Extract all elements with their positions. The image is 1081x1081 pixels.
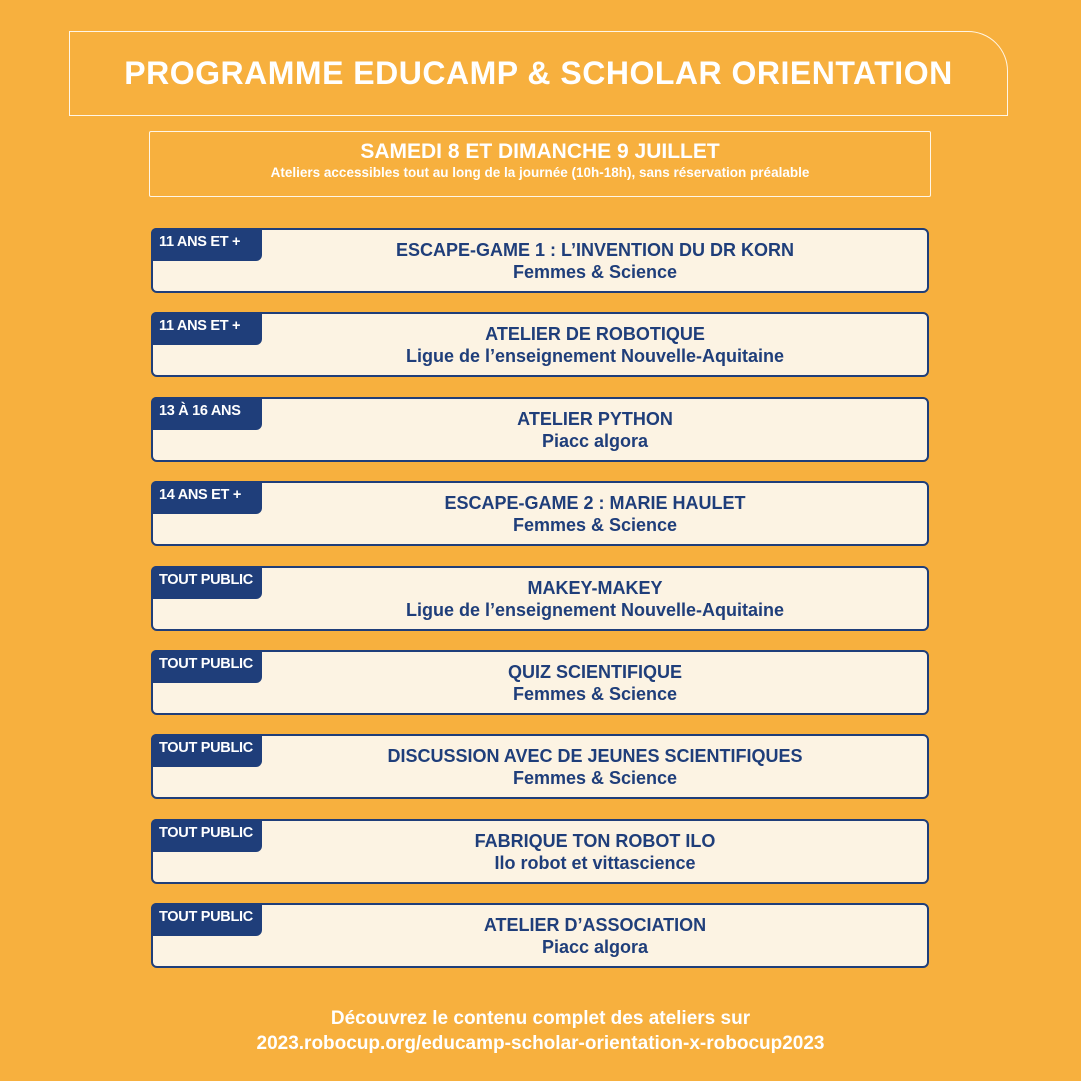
workshop-title: ATELIER D’ASSOCIATION [483, 915, 707, 936]
workshop-title: ESCAPE-GAME 2 : MARIE HAULET [444, 493, 746, 514]
footer-url: 2023.robocup.org/educamp-scholar-orientation-x-robocup2023 [256, 1033, 825, 1054]
age-badge: 14 ANS ET + [151, 481, 262, 514]
workshop-card [151, 819, 929, 884]
workshop-organizer: Ligue de l’enseignement Nouvelle-Aquitaine [405, 346, 785, 367]
date-box [149, 131, 931, 197]
age-badge: TOUT PUBLIC [151, 903, 262, 936]
workshop-card [151, 566, 929, 631]
workshop-text [263, 492, 927, 536]
age-badge: 11 ANS ET + [151, 312, 262, 345]
age-badge: 11 ANS ET + [151, 228, 262, 261]
workshop-text [263, 745, 927, 789]
age-badge: TOUT PUBLIC [151, 819, 262, 852]
age-badge: TOUT PUBLIC [151, 650, 262, 683]
footer-intro: Découvrez le contenu complet des ateliers sur [330, 1008, 751, 1029]
workshop-text [263, 408, 927, 452]
workshop-title: MAKEY-MAKEY [527, 577, 663, 598]
workshop-organizer: Femmes & Science [512, 515, 678, 536]
workshop-card [151, 312, 929, 377]
workshop-card [151, 228, 929, 293]
workshop-card [151, 734, 929, 799]
workshop-text [263, 239, 927, 283]
age-badge: TOUT PUBLIC [151, 566, 262, 599]
workshop-text [263, 830, 927, 874]
workshop-card [151, 903, 929, 968]
workshop-title: QUIZ SCIENTIFIQUE [507, 661, 682, 682]
workshop-organizer: Piacc algora [541, 430, 649, 451]
workshop-text [263, 577, 927, 621]
workshop-organizer: Femmes & Science [512, 683, 678, 704]
workshop-organizer: Femmes & Science [512, 262, 678, 282]
workshop-card [151, 650, 929, 715]
footer [0, 1006, 1081, 1056]
workshop-title: ATELIER DE ROBOTIQUE [485, 324, 705, 345]
workshop-title: DISCUSSION AVEC DE JEUNES SCIENTIFIQUES [387, 746, 803, 767]
workshop-text [263, 661, 927, 705]
date-subtitle: Ateliers accessibles tout au long de la journée (10h-18h), sans réservation préalable [270, 165, 810, 180]
age-badge: TOUT PUBLIC [151, 734, 262, 767]
workshop-organizer: Femmes & Science [512, 768, 678, 789]
workshop-card [151, 481, 929, 546]
date-title: SAMEDI 8 ET DIMANCHE 9 JUILLET [360, 140, 720, 163]
workshop-title: FABRIQUE TON ROBOT ILO [474, 830, 716, 851]
workshop-list [151, 228, 929, 988]
age-badge: 13 À 16 ANS [151, 397, 262, 430]
title-box [69, 31, 1008, 116]
workshop-organizer: Piacc algora [541, 937, 649, 958]
workshop-card [151, 397, 929, 462]
workshop-organizer: Ilo robot et vittascience [494, 852, 696, 873]
workshop-text [263, 323, 927, 367]
workshop-text [263, 914, 927, 958]
workshop-title: ATELIER PYTHON [517, 408, 673, 429]
page-title: PROGRAMME EDUCAMP & SCHOLAR ORIENTATION [124, 55, 953, 91]
workshop-title: ESCAPE-GAME 1 : L’INVENTION DU DR KORN [395, 240, 795, 260]
workshop-organizer: Ligue de l’enseignement Nouvelle-Aquitaine [405, 599, 785, 620]
